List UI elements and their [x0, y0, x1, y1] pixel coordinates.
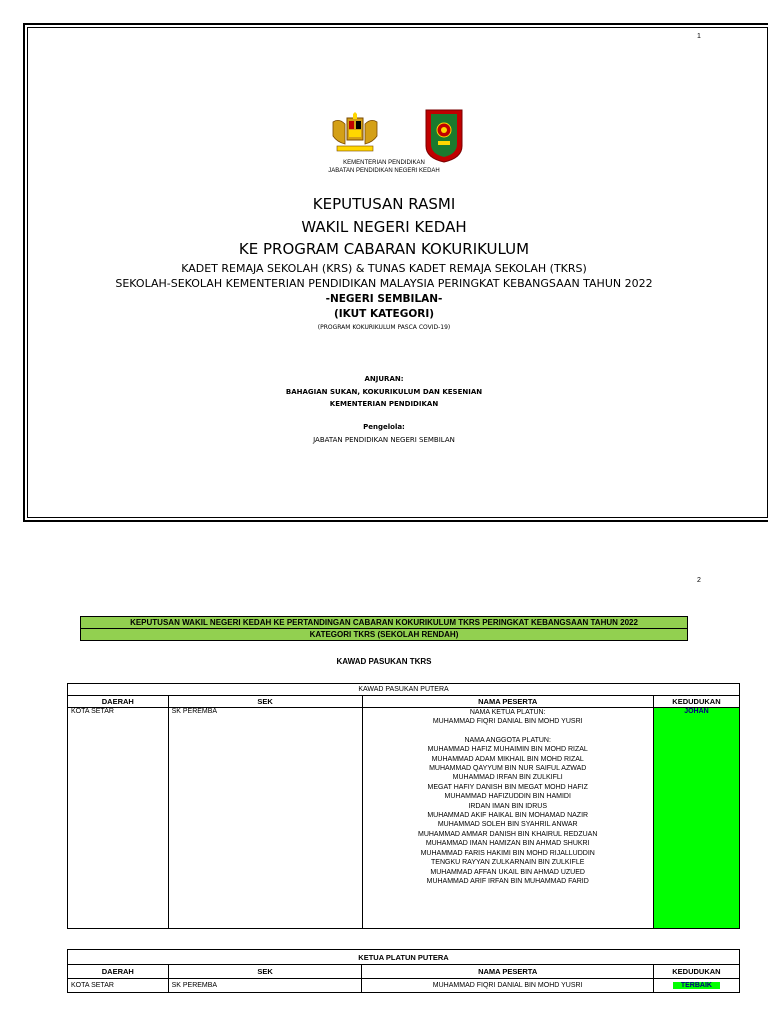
member-name: MUHAMMAD AFFAN UKAIL BIN AHMAD UZUED	[430, 868, 585, 876]
member-name: MUHAMMAD ARIF IRFAN BIN MUHAMMAD FARID	[426, 877, 589, 885]
cell-daerah: KOTA SETAR	[68, 708, 169, 929]
table-row	[68, 979, 740, 993]
anggota-label: NAMA ANGGOTA PLATUN:	[464, 736, 551, 744]
cell-sek: SK PEREMBA	[168, 708, 362, 929]
ketua-name: MUHAMMAD FIQRI DANIAL BIN MOHD YUSRI	[432, 718, 583, 726]
ministry-line-2: JABATAN PENDIDIKAN NEGERI KEDAH	[328, 168, 440, 174]
anjuran-label: ANJURAN:	[364, 375, 404, 383]
member-name: MUHAMMAD IRFAN BIN ZULKIFLI	[452, 774, 563, 782]
coat-of-arms-logo	[325, 112, 385, 162]
results-table-leader	[67, 949, 740, 993]
header-sek: SEK	[168, 696, 362, 708]
subtitle-negeri: -NEGERI SEMBILAN-	[325, 293, 443, 305]
member-name: MUHAMMAD SOLEH BIN SYAHRIL ANWAR	[437, 821, 578, 829]
pengelola-line-1: JABATAN PENDIDIKAN NEGERI SEMBILAN	[313, 436, 455, 444]
member-name: MUHAMMAD AMMAR DANISH BIN KHAIRUL REDZUAN	[417, 830, 598, 838]
pengelola-label: Pengelola:	[363, 423, 405, 431]
member-name: IRDAN IMAN BIN IDRUS	[468, 802, 547, 810]
member-name: MUHAMMAD AKIF HAIKAL BIN MOHAMAD NAZIR	[427, 812, 589, 820]
cell-nama-peserta	[362, 708, 653, 929]
cell-nama-2: MUHAMMAD FIQRI DANIAL BIN MOHD YUSRI	[362, 979, 653, 993]
member-name: MUHAMMAD HAFIZ MUHAIMIN BIN MOHD RIZAL	[427, 746, 588, 754]
cell-kedudukan-2	[653, 979, 739, 993]
title-keputusan: KEPUTUSAN RASMI	[312, 195, 456, 213]
header-nama-2: NAMA PESERTA	[362, 965, 653, 979]
header-kedudukan: KEDUDUKAN	[653, 696, 739, 708]
results-banner: KEPUTUSAN WAKIL NEGERI KEDAH KE PERTANDINGAN CABARAN KOKURIKULUM TKRS PERINGKAT KEBANGSAAN TAHUN 2022	[80, 616, 688, 629]
subtitle-krs: KADET REMAJA SEKOLAH (KRS) & TUNAS KADET REMAJA SEKOLAH (TKRS)	[181, 262, 587, 275]
member-name: MUHAMMAD FARIS HAKIMI BIN MOHD RIJALLUDDIN	[420, 849, 595, 857]
subtitle-kategori: (IKUT KATEGORI)	[333, 308, 435, 320]
page-number-2: 2	[697, 577, 701, 584]
cell-daerah-2: KOTA SETAR	[68, 979, 169, 993]
table-row	[68, 708, 740, 929]
member-name: MUHAMMAD HAFIZUDDIN BIN HAMIDI	[444, 793, 571, 801]
results-table-platoon	[67, 683, 740, 929]
subtitle-pasca-covid: (PROGRAM KOKURIKULUM PASCA COVID-19)	[317, 324, 451, 331]
shield-logo	[424, 108, 464, 164]
table-caption-2: KETUA PLATUN PUTERA	[68, 950, 740, 965]
table-caption: KAWAD PASUKAN PUTERA	[68, 684, 740, 696]
title-wakil: WAKIL NEGERI KEDAH	[301, 218, 467, 236]
header-kedudukan-2: KEDUDUKAN	[653, 965, 739, 979]
cell-kedudukan-johan: JOHAN	[653, 708, 739, 929]
cell-sek-2: SK PEREMBA	[168, 979, 362, 993]
section-title: KAWAD PASUKAN TKRS	[336, 657, 432, 666]
header-nama: NAMA PESERTA	[362, 696, 653, 708]
member-name: MUHAMMAD IMAN HAMIZAN BIN AHMAD SHUKRI	[425, 840, 590, 848]
member-name: MEGAT HAFIY DANISH BIN MEGAT MOHD HAFIZ	[427, 783, 588, 791]
ministry-line-1: KEMENTERIAN PENDIDIKAN	[343, 160, 425, 166]
subtitle-sekolah: SEKOLAH-SEKOLAH KEMENTERIAN PENDIDIKAN MALAYSIA PERINGKAT KEBANGSAAN TAHUN 2022	[115, 277, 653, 290]
header-daerah-2: DAERAH	[68, 965, 169, 979]
member-name: MUHAMMAD QAYYUM BIN NUR SAIFUL AZWAD	[429, 765, 587, 773]
member-name: TENGKU RAYYAN ZULKARNAIN BIN ZULKIFLE	[431, 859, 585, 867]
ketua-label: NAMA KETUA PLATUN:	[469, 709, 546, 716]
title-program: KE PROGRAM CABARAN KOKURIKULUM	[238, 240, 530, 258]
header-daerah: DAERAH	[68, 696, 169, 708]
category-banner: KATEGORI TKRS (SEKOLAH RENDAH)	[80, 628, 688, 641]
header-sek-2: SEK	[168, 965, 362, 979]
member-name: MUHAMMAD ADAM MIKHAIL BIN MOHD RIZAL	[431, 755, 584, 763]
kedudukan-terbaik: TERBAIK	[673, 982, 720, 989]
page-number: 1	[697, 33, 701, 40]
ministry-text	[0, 159, 768, 175]
anjuran-line-2: KEMENTERIAN PENDIDIKAN	[329, 400, 439, 408]
anjuran-line-1: BAHAGIAN SUKAN, KOKURIKULUM DAN KESENIAN	[285, 388, 483, 396]
